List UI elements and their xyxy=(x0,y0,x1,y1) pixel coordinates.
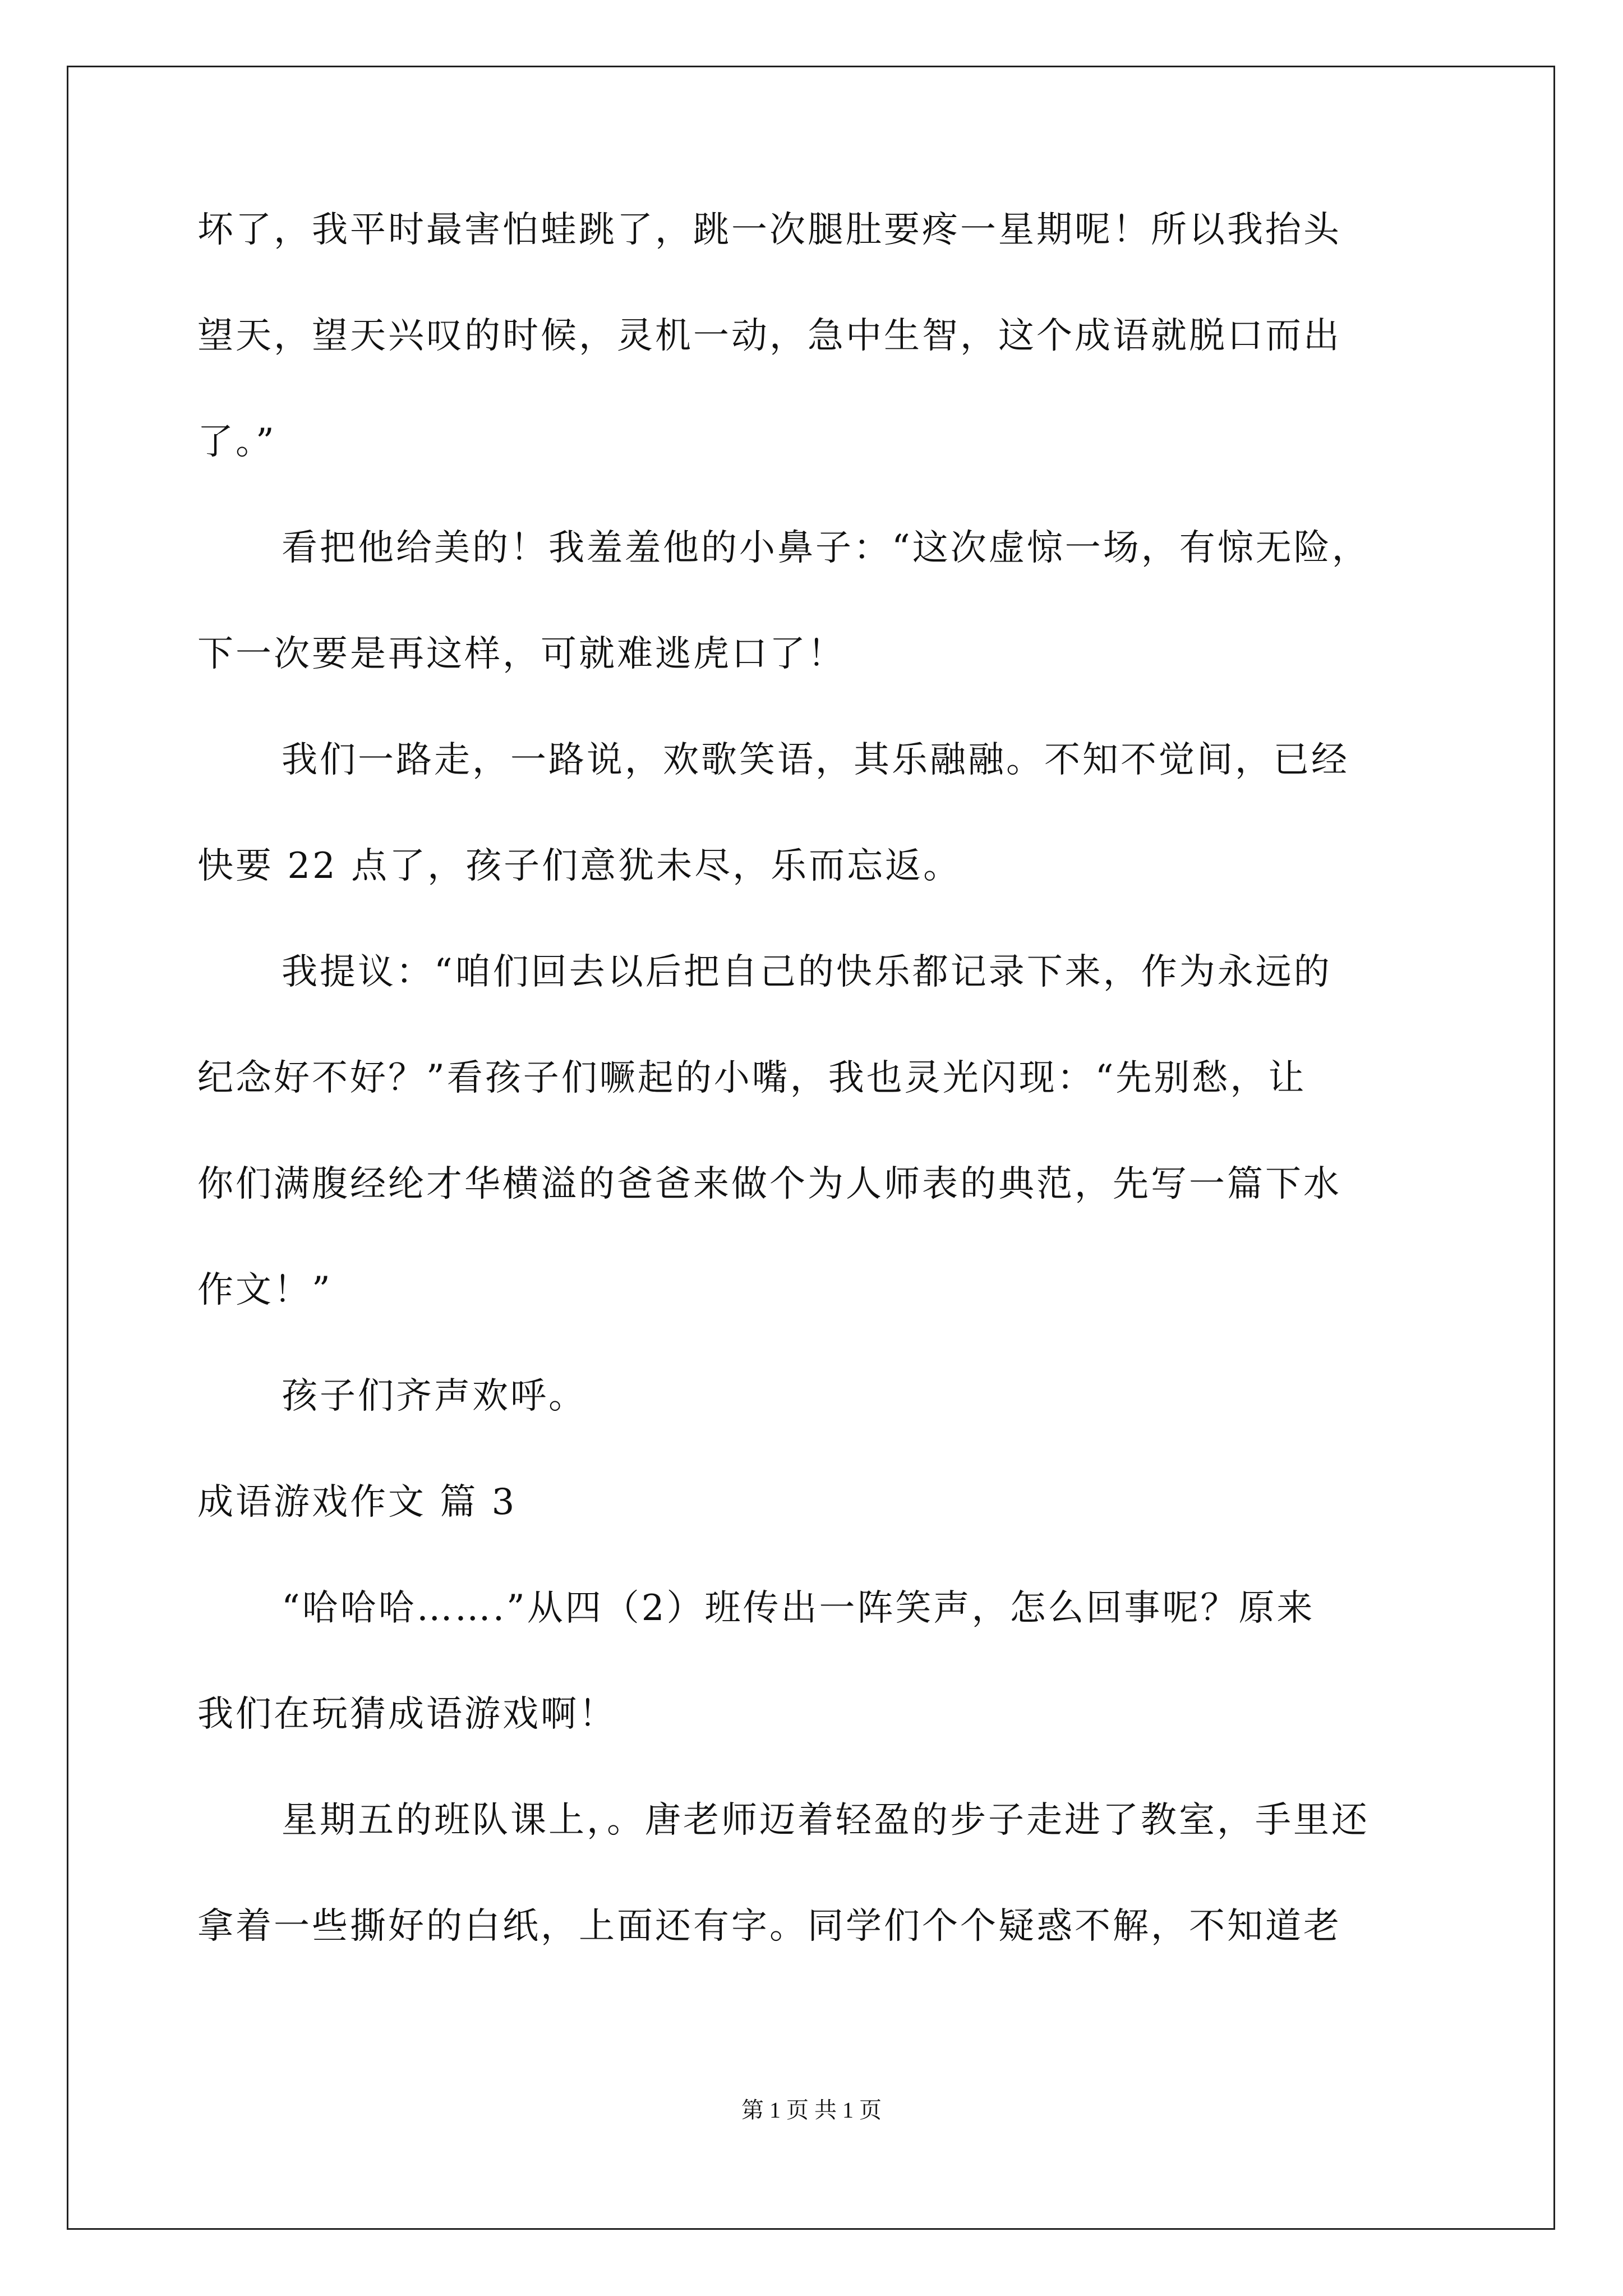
text-line: 孩子们齐声欢呼。 xyxy=(282,1375,587,1417)
text-line: 作文！” xyxy=(197,1269,333,1311)
text-line: 下一次要是再这样，可就难逃虎口了！ xyxy=(197,633,846,675)
text-line: 我提议：“咱们回去以后把自己的快乐都记录下来，作为永远的 xyxy=(282,951,1332,993)
text-line: 坏了，我平时最害怕蛙跳了，跳一次腿肚要疼一星期呢！所以我抬头 xyxy=(197,209,1341,251)
section-heading: 成语游戏作文 篇 3 xyxy=(197,1481,517,1523)
text-line: 快要 22 点了，孩子们意犹未尽，乐而忘返。 xyxy=(197,845,962,887)
text-line: 我们在玩猜成语游戏啊！ xyxy=(197,1694,617,1735)
text-line: 看把他给美的！我羞羞他的小鼻子：“这次虚惊一场，有惊无险， xyxy=(282,527,1370,569)
text-line: 星期五的班队课上，。唐老师迈着轻盈的步子走进了教室，手里还 xyxy=(282,1800,1370,1841)
text-line: 了。” xyxy=(197,421,276,463)
page-number: 第 1 页 共 1 页 xyxy=(741,2097,882,2123)
text-line: 望天，望天兴叹的时候，灵机一动，急中生智，这个成语就脱口而出 xyxy=(197,315,1341,357)
text-line: 纪念好不好？”看孩子们噘起的小嘴，我也灵光闪现：“先别愁，让 xyxy=(197,1057,1307,1099)
text-line: 我们一路走，一路说，欢歌笑语，其乐融融。不知不觉间，已经 xyxy=(282,739,1349,781)
text-line: 拿着一些撕好的白纸，上面还有字。同学们个个疑惑不解，不知道老 xyxy=(197,1906,1341,1947)
text-line: 你们满腹经纶才华横溢的爸爸来做个为人师表的典范，先写一篇下水 xyxy=(197,1163,1341,1205)
text-line: “哈哈哈…….”从四（2）班传出一阵笑声，怎么回事呢？原来 xyxy=(282,1588,1315,1629)
